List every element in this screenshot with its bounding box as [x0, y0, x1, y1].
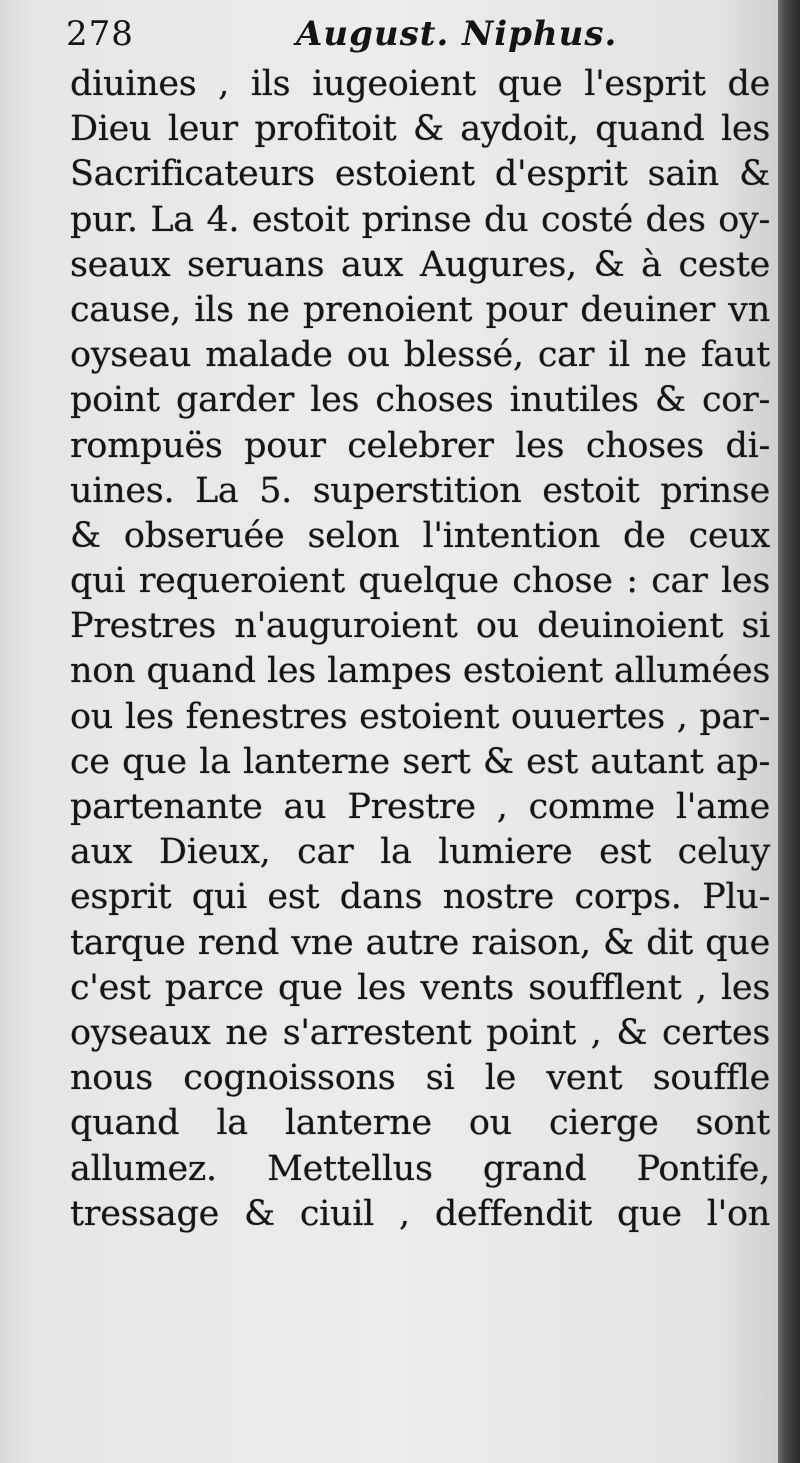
body-text [70, 62, 770, 1237]
text-line: pur. La 4. estoit prinse du costé des oy- [70, 199, 770, 240]
text-line: oyseau malade ou blessé, car il ne faut [70, 335, 770, 376]
text-line: diuines , ils iugeoient que l'esprit de [70, 64, 770, 104]
text-line: ce que la lanterne sert & est autant ap- [70, 741, 770, 782]
text-line: partenante au Prestre , comme l'ame [70, 787, 770, 827]
text-line: nous cognoissons si le vent souffle [70, 1058, 770, 1099]
text-line: c'est parce que les vents soufflent , les [70, 967, 770, 1008]
text-line: Prestres n'auguroient ou deuinoient si [70, 606, 770, 647]
text-line: aux Dieux, car la lumiere est celuy [70, 832, 770, 873]
text-line: tressage & ciuil , deffendit que l'on [70, 1193, 770, 1234]
text-line: ou les fenestres estoient ouuertes , par- [70, 696, 770, 737]
text-line: Dieu leur profitoit & aydoit, quand les [70, 109, 770, 150]
text-line: tarque rend vne autre raison, & dit que [70, 922, 770, 963]
running-head: August. Niphus. [296, 14, 618, 54]
text-line: rompuës pour celebrer les choses di- [70, 425, 770, 466]
book-binding-edge [778, 0, 800, 1463]
text-line: point garder les choses inutiles & cor- [70, 380, 770, 421]
text-line: allumez. Mettellus grand Pontife, [70, 1148, 770, 1189]
text-line: qui requeroient quelque chose : car les [70, 561, 770, 602]
text-line: seaux seruans aux Augures, & à ceste [70, 244, 770, 285]
text-line: cause, ils ne prenoient pour deuiner vn [70, 289, 770, 330]
page-header [66, 8, 766, 58]
text-line: oyseaux ne s'arrestent point , & certes [70, 1012, 770, 1053]
page-number: 278 [66, 14, 134, 54]
text-line: Sacrificateurs estoient d'esprit sain & [70, 154, 770, 195]
text-line: esprit qui est dans nostre corps. Plu- [70, 877, 770, 918]
text-line: quand la lanterne ou cierge sont [70, 1103, 770, 1144]
text-line: & obseruée selon l'intention de ceux [70, 515, 770, 556]
text-line: uines. La 5. superstition estoit prinse [70, 470, 770, 511]
text-line: non quand les lampes estoient allumées [70, 651, 770, 692]
